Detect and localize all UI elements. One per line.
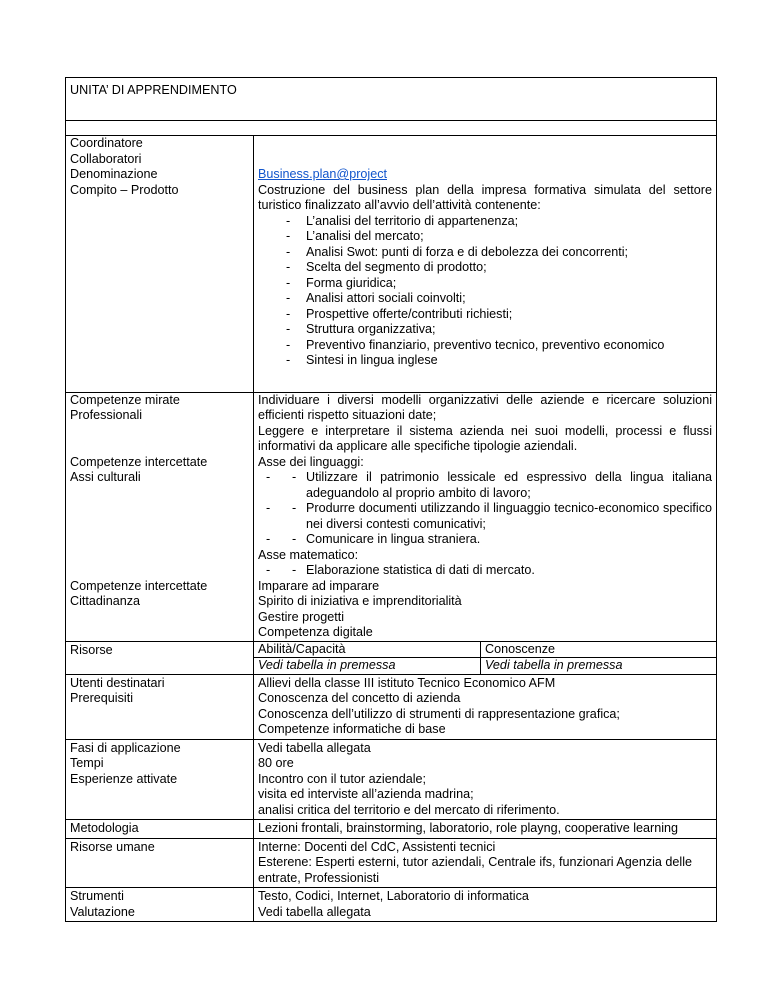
table-row: Fasi di applicazione Tempi Esperienze attivate Vedi tabella allegata 80 ore Incontro con il tutor aziendale; visita ed interviste all’azienda madrina; analisi critica del territorio e del mercato di riferimento.: [66, 739, 717, 820]
list-item: - Struttura organizzativa;: [286, 322, 712, 338]
list-item: Spirito di iniziativa e imprenditorialità: [258, 594, 462, 608]
project-name-link[interactable]: Business.plan@project: [258, 167, 387, 181]
list-item: - Scelta del segmento di prodotto;: [286, 260, 712, 276]
risorse-header-conoscenze: Conoscenze: [485, 641, 556, 656]
label-fasi: Fasi di applicazione: [70, 740, 181, 755]
label-competenze-mirate: Competenze mirate: [70, 392, 180, 407]
list-item: - L’analisi del mercato;: [286, 229, 712, 245]
title-row: [66, 78, 717, 121]
risorse-header-abilita: Abilità/Capacità: [254, 642, 481, 658]
label-utenti: Utenti destinatari: [70, 675, 165, 690]
label-coordinatore: Coordinatore: [70, 136, 143, 150]
compito-intro: Costruzione del business plan della impresa formativa simulata del settore turistico finalizzato all’avvio dell’attività contenente:: [258, 182, 712, 212]
list-item: - Forma giuridica;: [286, 276, 712, 292]
table-row: [66, 136, 717, 393]
list-item: - Sintesi in lingua inglese: [286, 353, 712, 369]
risorse-value-abilita: Vedi tabella in premessa: [254, 658, 481, 674]
label-collaboratori: Collaboratori: [70, 151, 142, 166]
uda-table: [65, 77, 717, 922]
list-item: - - Utilizzare il patrimonio lessicale ed espressivo della lingua italiana adeguandolo al proprio ambito di lavoro;: [266, 470, 712, 501]
label-metodologia: Metodologia: [66, 820, 254, 839]
label-compito: Compito – Prodotto: [70, 182, 179, 197]
label-competenze-cittadinanza: Competenze intercettate: [70, 578, 208, 593]
label-risorse: Risorse: [66, 641, 254, 674]
label-denominazione: Denominazione: [70, 167, 158, 181]
risorse-value-conoscenze: Vedi tabella in premessa: [485, 658, 623, 672]
blank-row: [66, 121, 717, 136]
label-competenze-assi: Competenze intercettate: [70, 454, 208, 469]
competenze-p1: Individuare i diversi modelli organizzativi delle aziende e ricercare soluzioni efficienti rispetto situazioni date;: [258, 392, 712, 422]
list-item: - Prospettive offerte/contributi richiesti;: [286, 307, 712, 323]
list-item: - - Produrre documenti utilizzando il linguaggio tecnico-economico specifico nei diversi contesti comunicativi;: [266, 501, 712, 532]
label-esperienze: Esperienze attivate: [70, 771, 178, 786]
table-row: Utenti destinatari Prerequisiti Allievi della classe III istituto Tecnico Economico AFM Conoscenza del concetto di azienda Conoscenza dell’utilizzo di strumenti di rappresentazione grafica; Competenze informatiche di base: [66, 674, 717, 739]
asse-linguaggi: Asse dei linguaggi:: [258, 454, 364, 469]
label-valutazione: Valutazione: [70, 904, 135, 919]
list-item: Gestire progetti: [258, 609, 345, 624]
table-row: Strumenti Valutazione Testo, Codici, Internet, Laboratorio di informatica Vedi tabella allegata: [66, 888, 717, 922]
document-title: UNITA’ DI APPRENDIMENTO: [66, 78, 717, 121]
list-item: - Preventivo finanziario, preventivo tecnico, preventivo economico: [286, 338, 712, 354]
list-item: - - Elaborazione statistica di dati di mercato.: [266, 563, 712, 579]
table-row: [66, 641, 717, 674]
list-item: - Analisi Swot: punti di forza e di debolezza dei concorrenti;: [286, 245, 712, 261]
table-row: Metodologia Lezioni frontali, brainstorming, laboratorio, role playng, cooperative learning: [66, 820, 717, 839]
compito-list: [258, 214, 712, 369]
competenze-p2: Leggere e interpretare il sistema azienda nei suoi modelli, processi e flussi informativi da applicare alle specifiche tipologie aziendali.: [258, 423, 712, 453]
list-item: Imparare ad imparare: [258, 578, 380, 593]
list-item: Competenza digitale: [258, 625, 373, 639]
table-row: Competenze mirate Professionali Competenze intercettate Assi culturali Competenze intercettate Cittadinanza Individuare i diversi modelli organizzativi delle aziende e ricercare soluzioni efficienti rispetto situazioni date; Leggere e interpretare il sistema azienda nei suoi modelli, processi e flussi informativi da applicare alle specifiche tipologie aziendali. Asse dei linguaggi: - - Utilizzare il patrimonio lessicale ed espressivo della lingua italiana adeguandolo al proprio ambito di lavoro; - - Produrre documenti utilizzando il linguaggio tecnico-economico specifico nei diversi contesti comunicativi; - - Comunicare in lingua straniera. Asse matematico: - - Elaborazione statistica di dati di mercato. Imparare ad imparare Spirito di iniziativa e imprenditorialità Gestire progetti Competenza digitale: [66, 392, 717, 641]
label-prerequisiti: Prerequisiti: [70, 691, 133, 705]
label-tempi: Tempi: [70, 756, 104, 770]
list-item: - - Comunicare in lingua straniera.: [266, 532, 712, 548]
asse-matematico: Asse matematico:: [258, 547, 359, 562]
table-row: Risorse umane Interne: Docenti del CdC, Assistenti tecnici Esterene: Esperti esterni, tutor aziendali, Centrale ifs, funzionari Agenzia delle entrate, Professionisti: [66, 838, 717, 888]
list-item: - Analisi attori sociali coinvolti;: [286, 291, 712, 307]
list-item: - L’analisi del territorio di appartenenza;: [286, 214, 712, 230]
uda-document: [65, 77, 717, 922]
label-risorse-umane: Risorse umane: [66, 838, 254, 888]
label-strumenti: Strumenti: [70, 889, 124, 903]
